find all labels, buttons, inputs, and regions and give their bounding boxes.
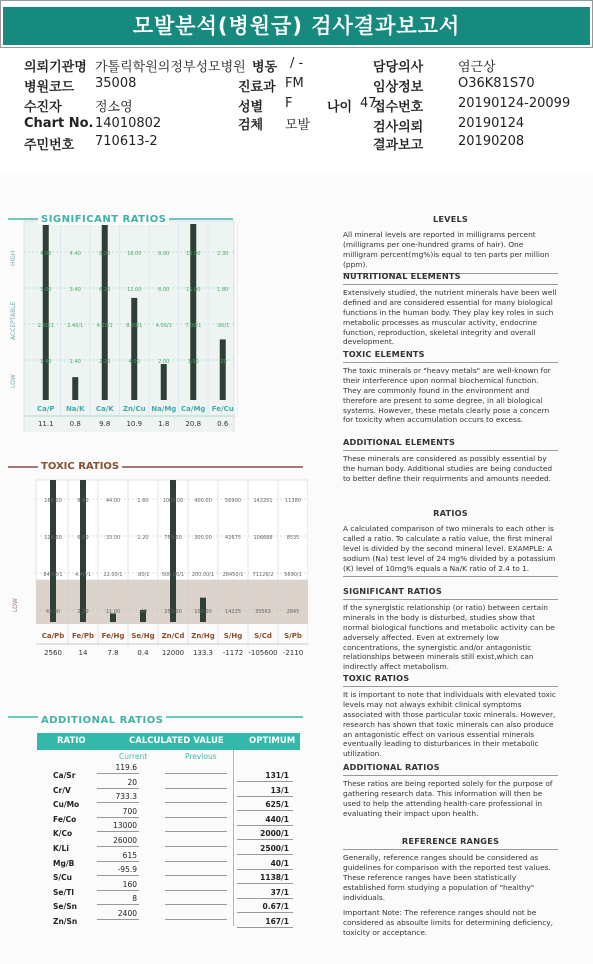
- zone-low: LOW: [10, 374, 17, 388]
- id-value: 710613-2: [95, 134, 158, 149]
- additional-ratios-table: [37, 733, 300, 926]
- row-optimum: 13/1: [270, 785, 289, 795]
- levels-text: All mineral levels are reported in milligrams percent (milligrams per one-hundred grams of hair). One milligram percent(mg%)is equal to ten parts per million (ppm).: [343, 230, 558, 274]
- row-current: 13000: [113, 821, 137, 831]
- sig-ratio-value: 1.8: [158, 420, 170, 428]
- tox-tick-label: 100.00: [194, 609, 212, 615]
- sig-tick-label: 4.20/1: [96, 323, 113, 329]
- tox-tick-label: 8.80: [77, 498, 89, 504]
- institution-label: 의뢰기관명: [24, 60, 87, 75]
- row-current: 8: [132, 894, 137, 904]
- tox-tick-label: 1000.00: [162, 498, 184, 504]
- current-underline: [97, 875, 139, 876]
- col-ratio: RATIO: [57, 736, 86, 746]
- institution-value: 가톨릭학원의정부성모병원: [95, 60, 246, 75]
- tox-ratio-value: 133.3: [192, 649, 214, 657]
- row-optimum: 37/1: [270, 887, 289, 897]
- receipt-label: 접수번호: [373, 100, 424, 115]
- sig-ratio-name: Na/K: [65, 405, 85, 413]
- row-current: 2400: [117, 909, 137, 918]
- toxic-ratios-chart: [8, 460, 308, 690]
- previous-underline: [165, 904, 227, 905]
- col-current: Current: [119, 752, 148, 761]
- table-row: [37, 792, 300, 810]
- levels-heading: LEVELS: [432, 214, 469, 224]
- toxic-elements-text: The toxic minerals or "heavy metals" are well-known for their interference upon normal biochemical function. They are commonly found in the environment and therefore are present to some degree, in all biological systems. However, these metals clearly pose a concern for toxicity when accumulation occurs to excess.: [343, 365, 551, 425]
- sig-tick-label: 8.00/1: [126, 323, 143, 329]
- sig-bar-na-k: [72, 377, 78, 400]
- row-current: 615: [122, 850, 137, 860]
- tox-tick-label: 142251: [253, 498, 273, 504]
- report-title: 모발분석(병원급) 검사결과보고서: [3, 7, 590, 45]
- tox-ratio-name: Ca/Pb: [41, 632, 65, 640]
- significant-ratios-heading: SIGNIFICANT RATIOS: [343, 587, 558, 600]
- current-underline: [97, 919, 139, 920]
- sig-tick-label: 6.00: [158, 287, 170, 293]
- sig-bar-na-mg: [161, 364, 167, 400]
- tox-tick-label: 42675: [225, 535, 241, 541]
- col-previous: Previous: [185, 752, 217, 761]
- row-ratio: Fe/Co: [53, 814, 77, 824]
- report-banner: [0, 0, 593, 48]
- dept-value: FM: [285, 76, 304, 91]
- sig-ratio-value: 10.9: [126, 420, 143, 428]
- request-label: 검사의뢰: [373, 120, 424, 135]
- tox-tick-label: 33.00: [105, 535, 121, 541]
- sig-tick-label: 3.00: [187, 359, 199, 365]
- tox-tick-label: 4.40/1: [75, 572, 91, 578]
- sig-ratio-name: Ca/K: [95, 405, 114, 413]
- sig-tick-label: 2.20: [99, 359, 111, 365]
- tox-tick-label: 42.00: [45, 609, 61, 615]
- row-current: 160: [122, 879, 137, 889]
- sig-tick-label: 8.20: [99, 251, 111, 257]
- chart-no-value: 14010802: [95, 116, 162, 131]
- ratios-section: [343, 509, 558, 577]
- sig-tick-label: 2.00/1: [37, 323, 54, 329]
- previous-underline: [165, 875, 227, 876]
- sig-ratio-name: Ca/Mg: [181, 405, 206, 413]
- tox-tick-label: 6.60: [77, 535, 89, 541]
- specimen-label: 검체: [238, 118, 264, 133]
- tox-tick-label: 8535: [286, 535, 300, 541]
- tox-tick-label: 750.00: [164, 535, 182, 541]
- row-ratio: Se/Sn: [53, 902, 77, 912]
- current-underline: [97, 773, 139, 774]
- current-underline: [97, 788, 139, 789]
- col-optimum: OPTIMUM: [249, 736, 296, 746]
- significant-ratios-text: If the synergistic relationship (or ratio) between certain minerals in the body is disturbed, studies show that normal biological functions and metabolic activity can be adversely affected. Even at extremely low concentrations, the synergistic and/or antagonistic relationships between minerals still exist,which can indirectly affect metabolism.: [343, 602, 555, 672]
- current-underline: [97, 890, 139, 891]
- tox-ratio-value: 0.4: [137, 649, 149, 657]
- significant-zone-labels: [10, 240, 22, 400]
- table-row: [37, 894, 300, 912]
- ratios-heading: RATIOS: [433, 508, 468, 518]
- tox-tick-label: .80/1: [136, 572, 150, 578]
- previous-underline: [165, 773, 227, 774]
- tox-ratio-name: Se/Hg: [131, 632, 155, 640]
- patient-value: 정소영: [95, 100, 133, 115]
- tox-tick-label: 84.00/1: [43, 572, 63, 578]
- tox-ratio-value: -2110: [282, 649, 304, 657]
- levels-section: [343, 215, 558, 274]
- row-current: 26000: [113, 836, 137, 845]
- tox-tick-label: 5690/1: [284, 572, 302, 578]
- tox-tick-label: 200.00/1: [191, 572, 215, 578]
- chart-no-label: Chart No.: [24, 116, 94, 131]
- specimen-value: 모발: [285, 118, 311, 133]
- table-row: [37, 806, 300, 824]
- row-ratio: K/Li: [53, 844, 69, 853]
- additional-ratios-heading: ADDITIONAL RATIOS: [343, 763, 558, 776]
- sig-tick-label: 4.00: [40, 251, 52, 257]
- table-row: [37, 879, 300, 897]
- table-row: [37, 850, 300, 868]
- sig-tick-label: 11.00: [186, 287, 201, 293]
- reference-ranges-text: Generally, reference ranges should be considered as guidelines for comparison with the reported test values. These reference ranges have been statistically established form studying a population of "healthy" individuals.: [343, 852, 551, 902]
- tox-tick-label: 168.00: [44, 498, 62, 504]
- sig-tick-label: 3.40: [69, 287, 81, 293]
- sig-tick-label: 16.00: [127, 251, 142, 257]
- nutritional-heading: NUTRITIONAL ELEMENTS: [343, 272, 558, 285]
- ward-value: / -: [290, 56, 304, 71]
- row-ratio: Mg/B: [53, 858, 75, 868]
- ward-label: 병동: [252, 60, 278, 75]
- ratios-text: A calculated comparison of two minerals to each other is called a ratio. To calculate a ratio value, the first mineral level is divided by the second mineral level. EXAMPLE: A sodium (Na) test level of 24 mg% divided by a potassium (K) level of 10mg% equals a Na/K ratio of 2.4 to 1.: [343, 524, 558, 578]
- sig-tick-label: 4.00: [128, 359, 140, 365]
- current-underline: [97, 802, 139, 803]
- row-ratio: Se/Tl: [53, 887, 74, 897]
- current-underline: [97, 846, 139, 847]
- row-current: -95.9: [117, 865, 137, 875]
- optimum-underline: [237, 927, 293, 928]
- tox-tick-label: 126.00: [44, 535, 62, 541]
- previous-underline: [165, 831, 227, 832]
- current-underline: [97, 861, 139, 862]
- additional-elements-heading: ADDITIONAL ELEMENTS: [343, 438, 558, 451]
- toxic-zone-low: LOW: [12, 598, 19, 612]
- tox-tick-label: 300.00: [194, 535, 212, 541]
- tox-tick-label: 35563: [255, 609, 271, 615]
- tox-tick-label: 22.00/1: [103, 572, 123, 578]
- age-label: 나이: [327, 100, 353, 115]
- nutritional-section: [343, 272, 558, 347]
- table-row: [37, 865, 300, 883]
- tox-tick-label: 2.20: [77, 609, 89, 615]
- sig-tick-label: 4.40: [69, 251, 81, 257]
- tox-tick-label: 28450/1: [222, 572, 244, 578]
- row-current: 733.3: [115, 792, 137, 802]
- sig-ratio-name: Zn/Cu: [122, 405, 146, 413]
- table-row: [37, 821, 300, 839]
- sig-tick-label: 2.40/1: [67, 323, 84, 329]
- table-header: [37, 733, 300, 750]
- current-underline: [97, 831, 139, 832]
- zone-high: HIGH: [10, 250, 17, 266]
- sig-tick-label: 15.00: [186, 251, 201, 257]
- optimum-divider: [233, 750, 234, 926]
- tox-ratio-name: S/Pb: [284, 632, 302, 640]
- reference-ranges-note: Important Note: The reference ranges should not be considered as absoulte limits for determining deficiency, toxicity or acceptance.: [343, 908, 554, 938]
- report-date-label: 결과보고: [373, 138, 424, 153]
- tox-ratio-name: Zn/Cd: [161, 632, 185, 640]
- report-date-value: 20190208: [458, 134, 525, 149]
- row-ratio: Cu/Mo: [53, 800, 80, 810]
- current-underline: [97, 904, 139, 905]
- toxic-ratios-text: It is important to note that individuals with elevated toxic levels may not always exhibit clinical symptoms associated with those particular toxic minerals. However, research has shown that toxic minerals can also produce an antagonistic effect on various essential minerals eventually leading to disturbances in their metabolic utilization.: [343, 689, 556, 759]
- previous-underline: [165, 802, 227, 803]
- toxic-ratios-heading: TOXIC RATIOS: [343, 674, 558, 687]
- sig-ratio-name: Na/Mg: [151, 405, 177, 413]
- table-row: [37, 909, 300, 926]
- additional-ratios-section: [343, 763, 558, 819]
- reference-ranges-heading: REFERENCE RANGES: [343, 837, 558, 850]
- receipt-value: 20190124-20099: [458, 96, 571, 111]
- sig-tick-label: 6.20: [99, 287, 111, 293]
- table-row: [37, 763, 300, 780]
- sig-ratio-name: Ca/P: [36, 405, 55, 413]
- row-optimum: 2000/1: [260, 829, 289, 839]
- row-optimum: 440/1: [265, 814, 289, 824]
- tox-ratio-value: -1172: [222, 649, 244, 657]
- sig-ratio-name: Fe/Cu: [211, 405, 234, 413]
- table-row: [37, 836, 300, 853]
- tox-ratio-value: 12000: [161, 649, 185, 657]
- dept-label: 진료과: [238, 80, 276, 95]
- additional-elements-text: These minerals are considered as possibly essential by the human body. Additional studies are being conducted to better define their requirments and amounts needed.: [343, 453, 553, 483]
- row-current: 20: [127, 777, 137, 787]
- toxic-elements-section: [343, 350, 558, 425]
- sig-tick-label: 2.30: [217, 251, 229, 257]
- toxic-ratios-title: TOXIC RATIOS: [38, 461, 122, 472]
- row-ratio: Cr/V: [53, 785, 71, 795]
- clinical-info-label: 임상정보: [373, 80, 424, 95]
- tox-tick-label: 1.60: [137, 498, 149, 504]
- sig-ratio-value: 0.6: [217, 420, 229, 428]
- previous-underline: [165, 890, 227, 891]
- age-value: 47: [360, 96, 377, 111]
- sig-ratio-value: 20.8: [185, 420, 202, 428]
- significant-ratios-section: [343, 587, 558, 672]
- clinical-info-value: O36K81S70: [458, 76, 535, 91]
- tox-tick-label: 1.20: [137, 535, 149, 541]
- hospital-code-label: 병원코드: [24, 80, 75, 95]
- tox-ratio-name: S/Hg: [223, 632, 243, 640]
- previous-underline: [165, 817, 227, 818]
- tox-tick-label: 11.00: [105, 609, 121, 615]
- tox-tick-label: 106688: [253, 535, 273, 541]
- tox-ratio-value: -105600: [248, 649, 278, 657]
- row-optimum: 131/1: [265, 771, 289, 780]
- row-current: 700: [122, 806, 137, 816]
- significant-ratios-chart: [8, 212, 238, 432]
- row-current: 119.6: [115, 763, 137, 772]
- doctor-label: 담당의사: [373, 60, 424, 75]
- doctor-value: 염근상: [458, 60, 496, 75]
- tox-tick-label: 2845: [286, 609, 300, 615]
- zone-acceptable: ACCEPTABLE: [10, 301, 17, 340]
- sig-bar-zn-cu: [131, 298, 137, 400]
- sig-tick-label: 2.00: [158, 359, 170, 365]
- additional-elements-section: [343, 438, 558, 484]
- tox-ratio-name: Fe/Hg: [101, 632, 125, 640]
- tox-ratio-value: 7.8: [107, 649, 119, 657]
- toxic-ratios-section: [343, 674, 558, 759]
- tox-tick-label: 56900: [225, 498, 241, 504]
- sig-tick-label: 1.40: [69, 359, 81, 365]
- additional-ratios-title: ADDITIONAL RATIOS: [38, 715, 166, 726]
- tox-tick-label: 44.00: [105, 498, 121, 504]
- previous-underline: [165, 846, 227, 847]
- tox-ratio-name: Fe/Pb: [72, 632, 94, 640]
- tox-ratio-value: 14: [78, 649, 88, 657]
- tox-tick-label: 400.00: [194, 498, 212, 504]
- tox-ratio-value: 2560: [44, 649, 62, 657]
- tox-ratio-name: S/Cd: [254, 632, 272, 640]
- reference-ranges-section: [343, 837, 558, 938]
- significant-ratios-title: SIGNIFICANT RATIOS: [38, 214, 169, 225]
- request-value: 20190124: [458, 116, 525, 131]
- row-optimum: 1138/1: [260, 873, 289, 883]
- tox-tick-label: 71126/2: [252, 572, 274, 578]
- sig-tick-label: .20: [218, 359, 227, 365]
- additional-ratios-text: These ratios are being reported solely for the purpose of gathering research data. This information will then be used to help the attending health-care professional in evaluating their impact upon health.: [343, 778, 553, 818]
- tox-tick-label: 11380: [285, 498, 301, 504]
- row-optimum: 2500/1: [260, 844, 289, 853]
- sig-ratio-value: 0.8: [69, 420, 81, 428]
- sex-label: 성별: [238, 100, 264, 115]
- id-label: 주민번호: [24, 138, 75, 153]
- previous-underline: [165, 861, 227, 862]
- tox-tick-label: .40: [139, 609, 147, 615]
- sig-tick-label: 1.40: [40, 359, 52, 365]
- row-ratio: Ca/Sr: [53, 771, 76, 780]
- sig-ratio-value: 11.1: [37, 420, 54, 428]
- tox-tick-label: 500.00/1: [161, 572, 185, 578]
- row-ratio: S/Cu: [53, 873, 72, 883]
- sig-tick-label: 7.00/1: [185, 323, 202, 329]
- row-optimum: 40/1: [270, 858, 289, 868]
- hospital-code-value: 35008: [95, 76, 137, 91]
- row-ratio: K/Co: [53, 829, 73, 839]
- table-row: [37, 777, 300, 795]
- nutritional-text: Extensively studied, the nutrient minerals have been well defined and are considered essential for many biological functions in the human body. They play key roles in such metabolic processes as muscular activity, endocrine function, reproduction, skeletal integrity and overall development.: [343, 287, 557, 347]
- toxic-elements-heading: TOXIC ELEMENTS: [343, 350, 558, 363]
- row-optimum: 0.67/1: [262, 902, 289, 912]
- row-ratio: Zn/Sn: [53, 917, 78, 926]
- sig-tick-label: .90/1: [216, 323, 230, 329]
- sig-tick-label: 4.00/1: [155, 323, 172, 329]
- col-calculated: CALCULATED VALUE: [129, 736, 224, 746]
- row-optimum: 625/1: [265, 800, 289, 810]
- sig-tick-label: 12.00: [127, 287, 142, 293]
- sig-bar-fe-cu: [220, 339, 226, 400]
- previous-underline: [165, 788, 227, 789]
- sig-tick-label: 1.80: [217, 287, 229, 293]
- sex-value: F: [285, 96, 293, 111]
- current-underline: [97, 817, 139, 818]
- sig-ratio-value: 9.8: [99, 420, 111, 428]
- sig-tick-label: 8.00: [158, 251, 170, 257]
- tox-tick-label: 250.00: [164, 609, 182, 615]
- tox-tick-label: 14225: [225, 609, 241, 615]
- sig-tick-label: 3.00: [40, 287, 52, 293]
- tox-ratio-name: Zn/Hg: [191, 632, 215, 640]
- row-optimum: 167/1: [265, 917, 289, 926]
- patient-label: 수진자: [24, 100, 62, 115]
- previous-underline: [165, 919, 227, 920]
